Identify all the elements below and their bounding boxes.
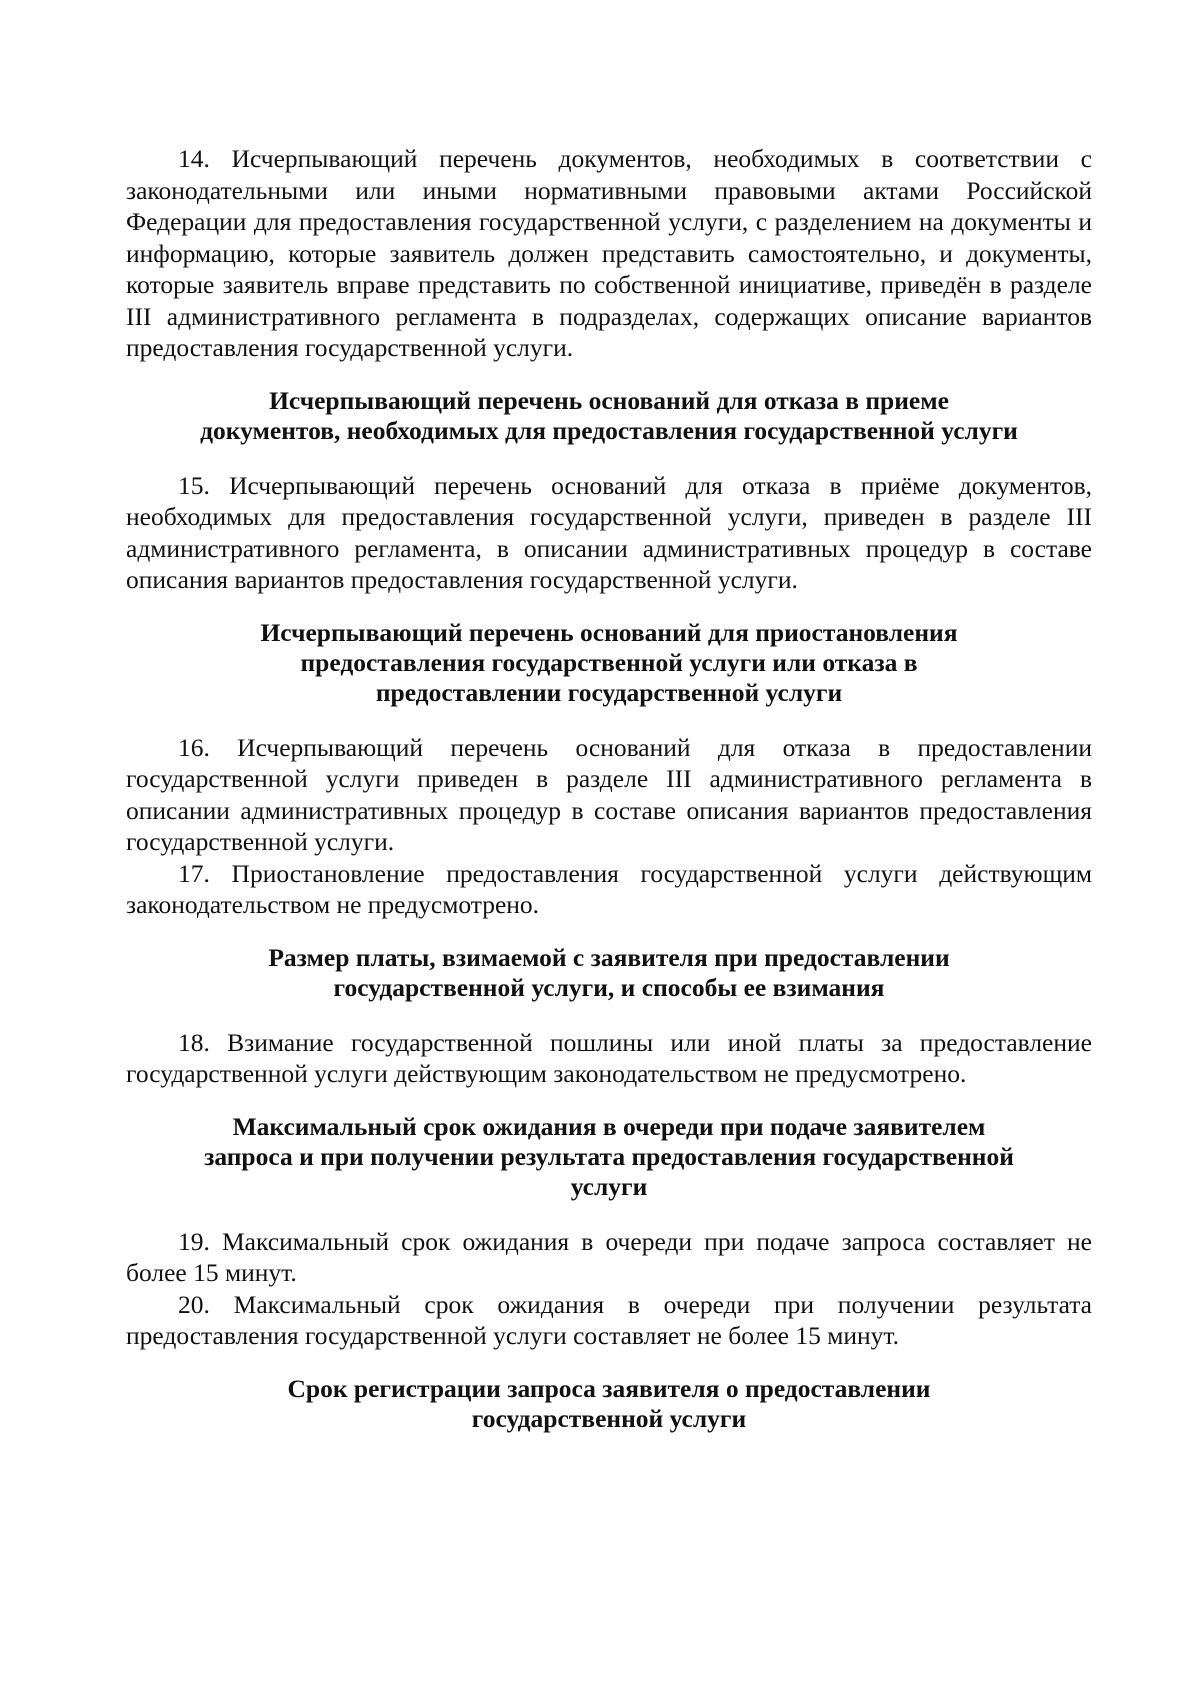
document-page xyxy=(126,143,1092,1434)
heading-registration xyxy=(126,1374,1092,1434)
heading-line: Исчерпывающий перечень оснований для приостановления xyxy=(260,617,958,647)
heading-line: Максимальный срок ожидания в очереди при подаче заявителем xyxy=(232,1111,986,1141)
paragraph-20: 20. Максимальный срок ожидания в очереди при получении результата предоставления государственной услуги составляет не более 15 минут. xyxy=(126,1289,1092,1350)
heading-line: документов, необходимых для предоставления государственной услуги xyxy=(200,415,1018,445)
heading-line: Срок регистрации запроса заявителя о предоставлении xyxy=(287,1373,931,1403)
heading-line: государственной услуги xyxy=(471,1403,747,1433)
heading-line: услуги xyxy=(570,1171,648,1201)
heading-line: запроса и при получении результата предоставления государственной xyxy=(204,1141,1014,1171)
heading-fee xyxy=(126,943,1092,1003)
heading-waiting-time xyxy=(126,1112,1092,1202)
paragraph-16: 16. Исчерпывающий перечень оснований для отказа в предоставлении государственной услуги приведен в разделе III административного регламента в описании административных процедур в составе описания вариантов предоставления государственной услуги. xyxy=(126,732,1092,856)
heading-suspension-refusal xyxy=(126,618,1092,708)
paragraph-18: 18. Взимание государственной пошлины или иной платы за предоставление государственной услуги действующим законодательством не предусмотрено. xyxy=(126,1027,1092,1088)
heading-line: предоставлении государственной услуги xyxy=(375,677,843,707)
heading-refusal-documents xyxy=(126,386,1092,446)
heading-line: государственной услуги, и способы ее взимания xyxy=(333,972,885,1002)
paragraph-14: 14. Исчерпывающий перечень документов, необходимых в соответствии с законодательными или иными нормативными правовыми актами Российской Федерации для предоставления государственной услуги, с разделением на документы и информацию, которые заявитель должен представить самостоятельно, и документы, которые заявитель вправе представить по собственной инициативе, приведён в разделе III административного регламента в подразделах, содержащих описание вариантов предоставления государственной услуги. xyxy=(126,144,1092,362)
paragraph-17: 17. Приостановление предоставления государственной услуги действующим законодательством не предусмотрено. xyxy=(126,858,1092,919)
paragraph-15: 15. Исчерпывающий перечень оснований для отказа в приёме документов, необходимых для предоставления государственной услуги, приведен в разделе III административного регламента, в описании административных процедур в составе описания вариантов предоставления государственной услуги. xyxy=(126,470,1092,594)
heading-line: Размер платы, взимаемой с заявителя при предоставлении xyxy=(268,942,950,972)
heading-line: Исчерпывающий перечень оснований для отказа в приеме xyxy=(269,385,949,415)
paragraph-19: 19. Максимальный срок ожидания в очереди при подаче запроса составляет не более 15 минут. xyxy=(126,1226,1092,1287)
heading-line: предоставления государственной услуги или отказа в xyxy=(300,647,918,677)
